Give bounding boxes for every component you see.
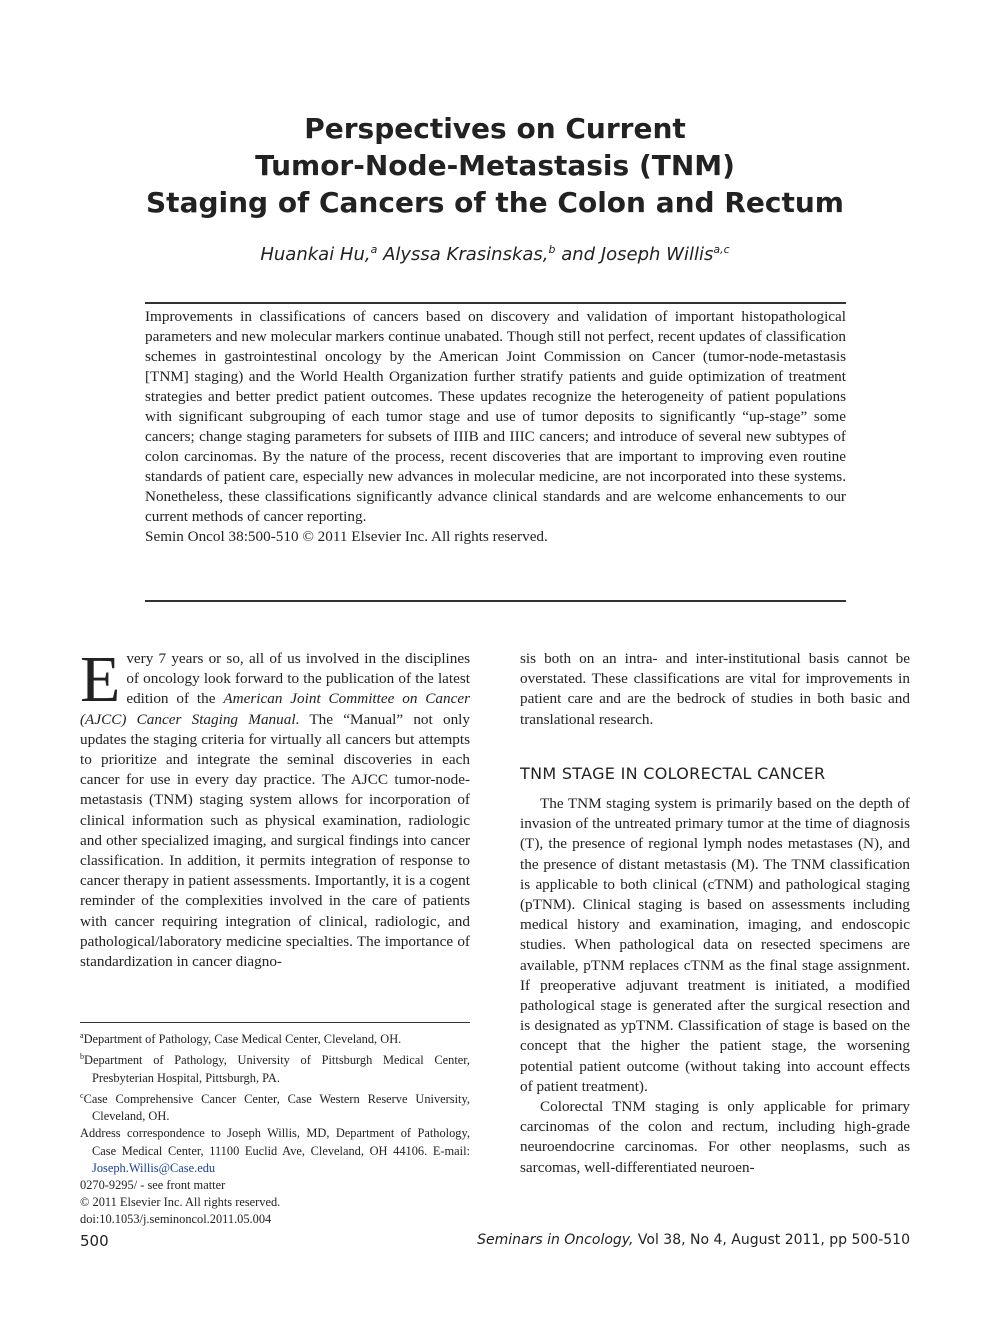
author-1-name: Huankai Hu, xyxy=(260,244,371,265)
article-title xyxy=(100,110,890,221)
drop-cap: E xyxy=(80,643,121,716)
footnotes xyxy=(80,1027,470,1229)
intro-text-1: very 7 years or so, all of us involved in the disciplines of oncology look forward to the publication of the latest edition of the xyxy=(126,650,470,708)
tnm-paragraph-2: Colorectal TNM staging is only applicable for primary carcinomas of the colon and rectum, including high-grade neuroendocrine carcinomas. For other neoplasms, such as sarcomas, well-differentiated neuroen- xyxy=(520,1098,910,1176)
title-line-3: Staging of Cancers of the Colon and Rectum xyxy=(146,186,844,219)
manual-title: American Joint Committee on Cancer (AJCC) Cancer Staging Manual xyxy=(80,690,471,728)
affiliation-a-mark: a xyxy=(80,1031,84,1040)
continuation-paragraph: sis both on an intra- and inter-institutional basis cannot be overstated. These classifications are vital for improvements in patient care and are the bedrock of studies in both basic and translational research. xyxy=(520,650,910,728)
footnote-rule xyxy=(80,1022,470,1023)
tnm-paragraph-1: The TNM staging system is primarily based on the depth of invasion of the untreated primary tumor at the time of diagnosis (T), the presence of regional lymph nodes metastases (N), and the presence of distant metastasis (M). The TNM classification is applicable to both clinical (cTNM) and pathological staging (pTNM). Clinical staging is based on assessments including medical history and examination, imaging, and endoscopic studies. When pathological data on resected specimens are available, pTNM replaces cTNM as the final stage assignment. If preoperative adjuvant treatment is initiated, a modified pathological stage is generated after the surgical resection and is designated as ypTNM. Classification of stage is based on the concept that the higher the patient stage, the worsening potential patient outcome (without taking into account effects of patient treatment). xyxy=(520,795,910,1095)
body-left-column xyxy=(80,643,471,972)
author-list xyxy=(100,243,890,265)
author-3-name: and Joseph Willis xyxy=(561,244,714,265)
affiliation-b xyxy=(80,1048,470,1087)
page-number: 500 xyxy=(80,1232,109,1250)
correspondence-text: Address correspondence to Joseph Willis, MD, Department of Pathology, Case Medical Center, 11100 Euclid Ave, Cleveland, OH 44106. E-mail: xyxy=(80,1126,470,1158)
journal-name: Seminars in Oncology, xyxy=(477,1232,634,1248)
author-1-affil: a xyxy=(370,243,378,256)
issn: 0270-9295/ - see front matter xyxy=(80,1178,226,1192)
author-2-affil: b xyxy=(548,243,556,256)
issue-info: Vol 38, No 4, August 2011, pp 500-510 xyxy=(633,1232,910,1248)
section-heading: TNM STAGE IN COLORECTAL CANCER xyxy=(520,763,826,783)
affiliation-b-mark: b xyxy=(80,1052,84,1062)
title-line-2: Tumor-Node-Metastasis (TNM) xyxy=(255,149,735,182)
abstract-top-rule xyxy=(145,302,846,304)
abstract xyxy=(145,307,846,547)
affiliation-a xyxy=(80,1027,470,1048)
doi: doi:10.1053/j.seminoncol.2011.05.004 xyxy=(80,1212,272,1227)
affiliation-b-text: Department of Pathology, University of Pittsburgh Medical Center, Presbyterian Hospital, Pittsburgh, PA. xyxy=(84,1053,470,1085)
affiliation-c xyxy=(80,1087,470,1126)
abstract-text: Improvements in classifications of cancers based on discovery and validation of important histopathological parameters and new molecular markers continue unabated. Though still not perfect, recent updates of classification schemes in gastrointestinal oncology by the American Joint Commission on Cancer (tumor-node-metastasis [TNM] staging) and the World Health Organization further stratify patients and guide optimization of treatment strategies and better predict patient outcomes. These updates recognize the heterogeneity of patient populations with significant subgrouping of each tumor stage and use of tumor deposits to significantly “up-stage” some cancers; change staging parameters for subsets of IIIB and IIIC cancers; and introduce of several new subtypes of colon carcinomas. By the nature of the process, recent discoveries that are important to improving even routine standards of patient care, especially new advances in molecular medicine, are not incorporated into these systems. Nonetheless, these classifications significantly advance clinical standards and are welcome enhancements to our current methods of cancer reporting. xyxy=(145,308,846,525)
abstract-bottom-rule xyxy=(145,600,846,602)
running-footer xyxy=(477,1232,910,1248)
affiliation-c-mark: c xyxy=(80,1090,84,1100)
abstract-citation: Semin Oncol 38:500-510 © 2011 Elsevier Inc. All rights reserved. xyxy=(145,528,548,545)
intro-text-2: . The “Manual” not only updates the staging criteria for virtually all cancers but attempts to prioritize and integrate the seminal discoveries in each cancer for use in every day practice. The AJCC tumor-node-metastasis (TNM) staging system allows for incorporation of clinical information such as physical examination, radiologic and other specialized imaging, and surgical findings into cancer classification. In addition, it permits integration of response to cancer therapy in patient assessments. Importantly, it is a cogent reminder of the complexities involved in the care of patients with cancer requiring integration of clinical, radiologic, and pathological/laboratory medicine specialties. The importance of standardization in cancer diagno- xyxy=(80,710,470,971)
body-right-column xyxy=(520,649,910,1178)
affiliation-a-text: Department of Pathology, Case Medical Center, Cleveland, OH. xyxy=(83,1032,402,1047)
title-line-1: Perspectives on Current xyxy=(304,112,686,145)
intro-paragraph xyxy=(80,643,471,972)
author-2-name: Alyssa Krasinskas, xyxy=(383,244,549,265)
correspondence-email-link[interactable]: Joseph.Willis@Case.edu xyxy=(92,1160,216,1175)
affiliation-c-text: Case Comprehensive Cancer Center, Case Western Reserve University, Cleveland, OH. xyxy=(83,1091,470,1124)
copyright: © 2011 Elsevier Inc. All rights reserved. xyxy=(80,1195,281,1210)
author-3-affil: a,c xyxy=(713,243,730,256)
correspondence xyxy=(80,1125,470,1177)
